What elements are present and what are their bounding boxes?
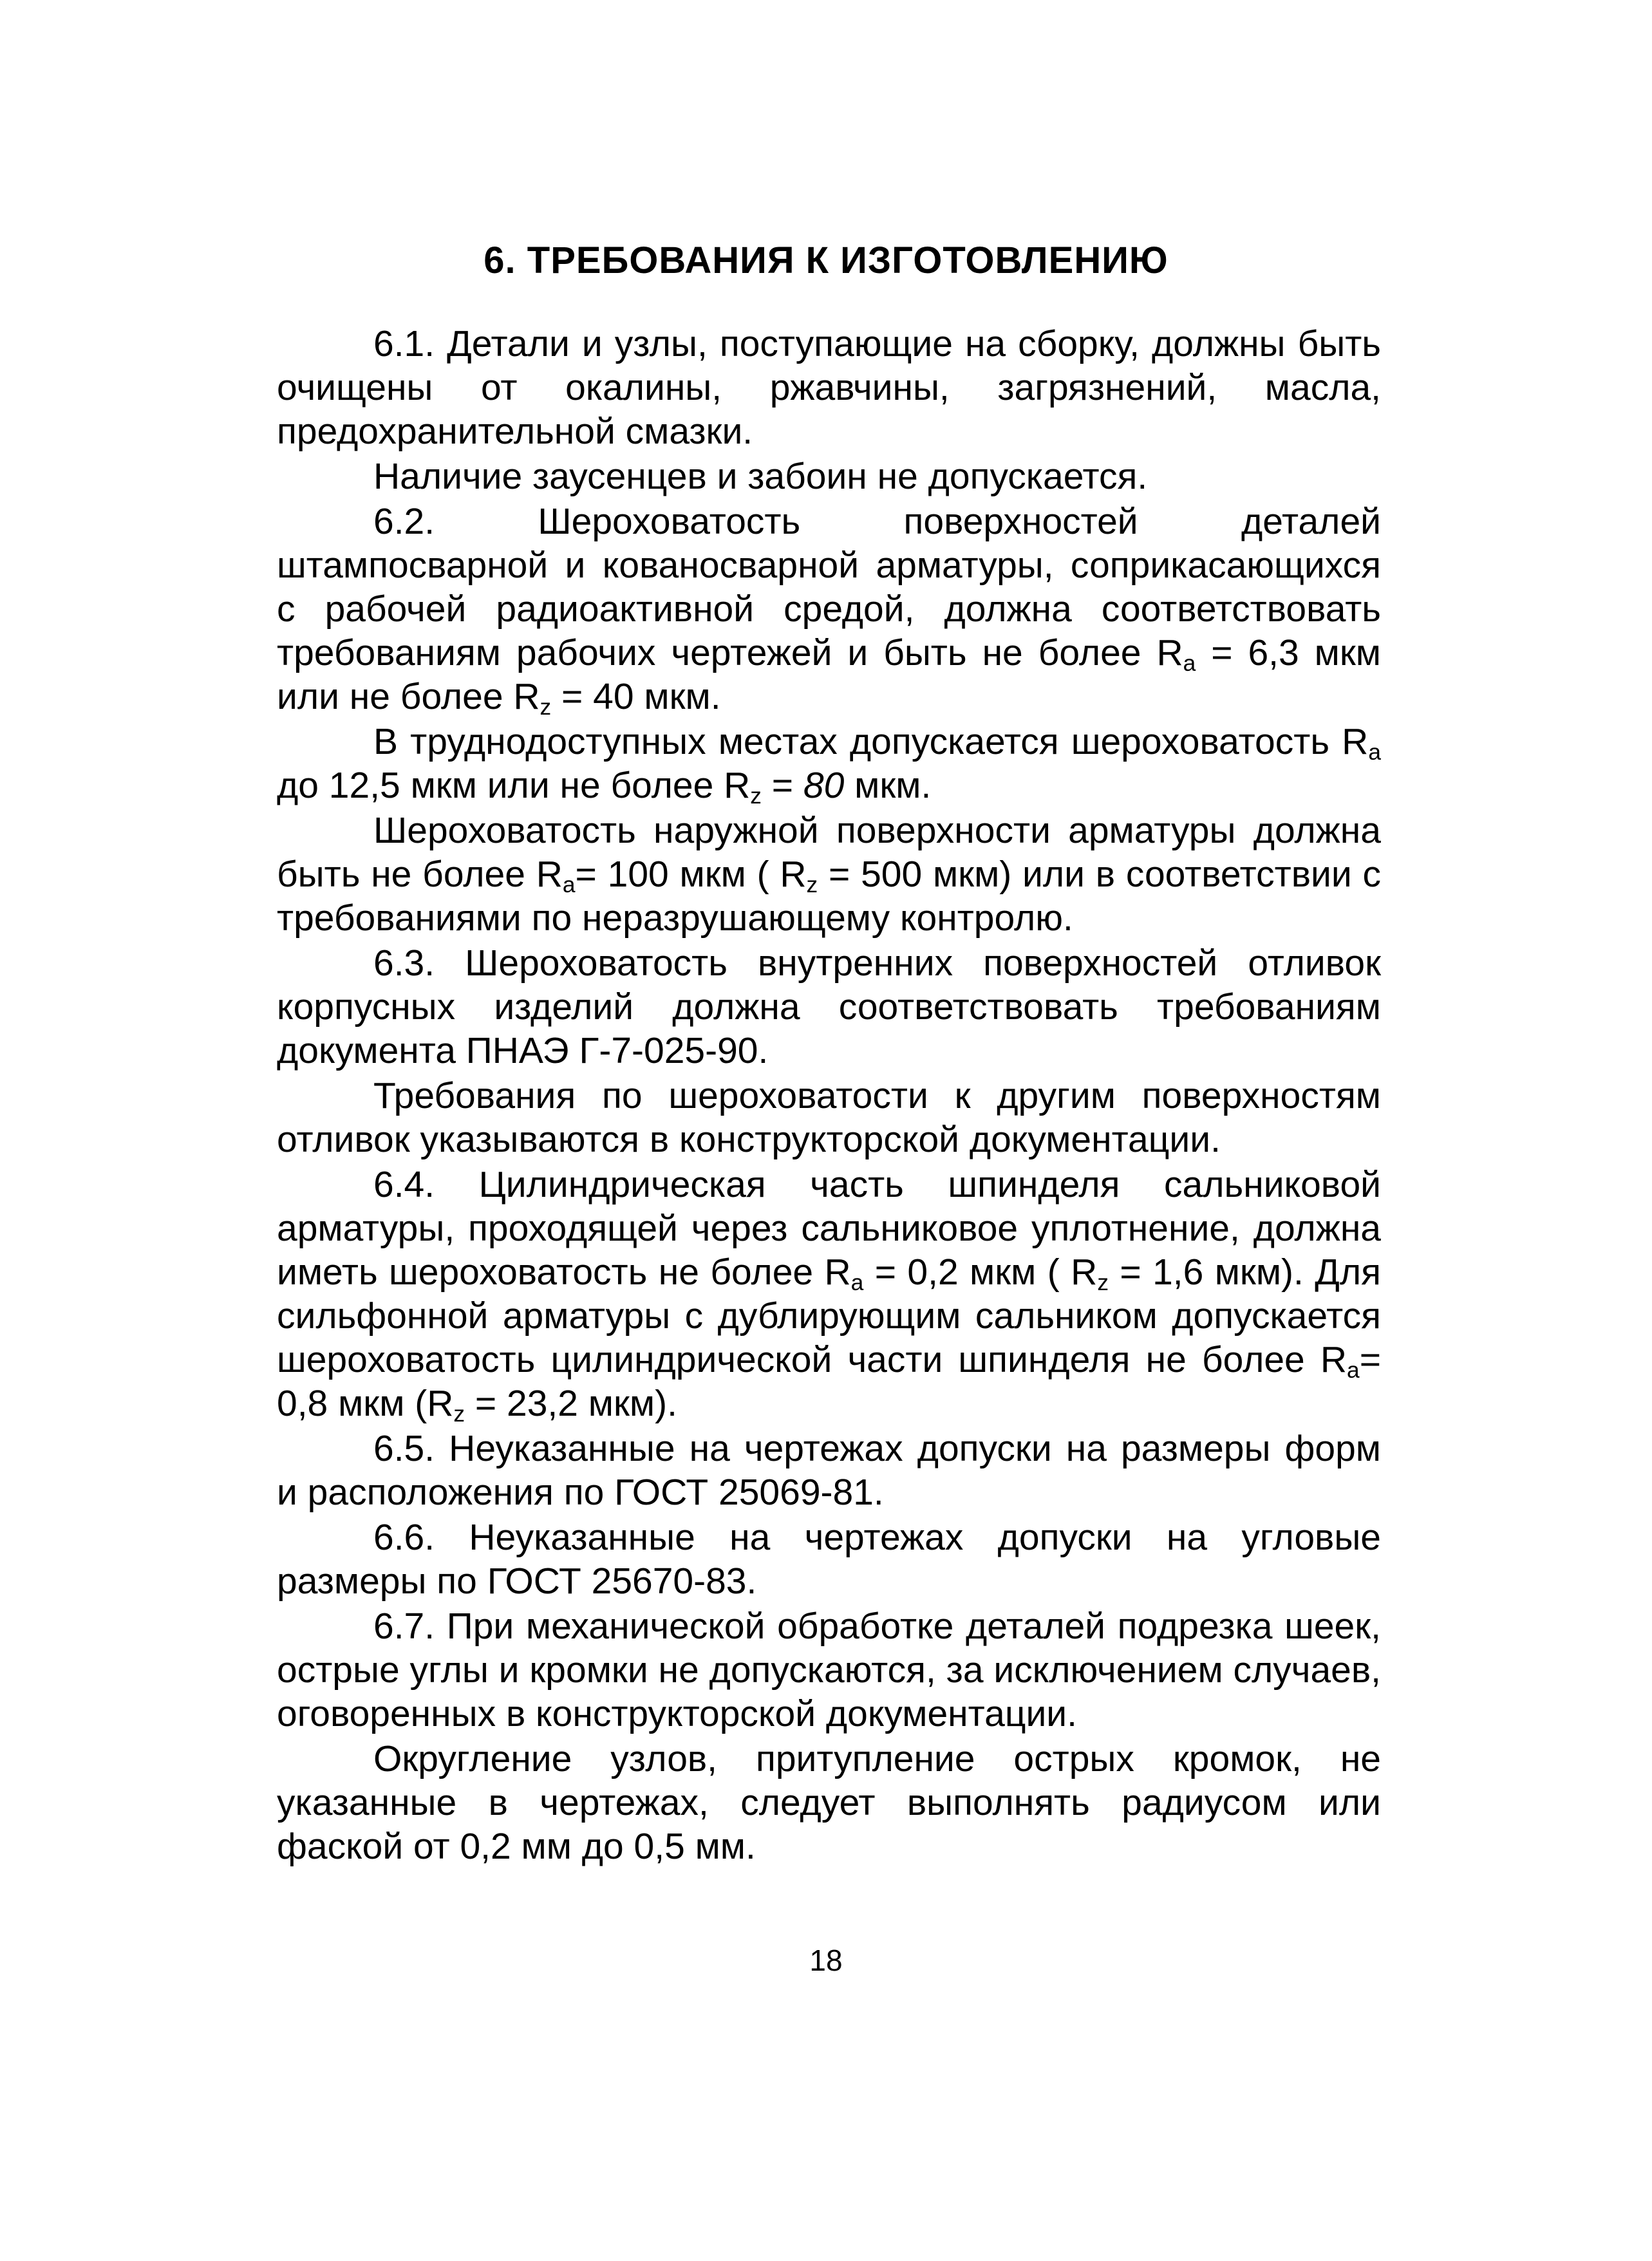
section-heading: 6. ТРЕБОВАНИЯ К ИЗГОТОВЛЕНИЮ — [483, 239, 1169, 281]
paragraph-other-surfaces: Требования по шероховатости к другим поверхностям отливок указываются в конструкторской документации. — [277, 1075, 1381, 1160]
paragraph-6-2: 6.2. Шероховатость поверхностей деталей штампосварной и кованосварной арматуры, соприкасающихся с рабочей радиоактивной средой, должна соответствовать требованиям рабочих чертежей и быть не более $R_a = 6,3$ мкм или не более $R_z = 40$ мкм. — [277, 501, 1381, 720]
paragraph-6-6: 6.6. Неуказанные на чертежах допуски на угловые размеры по ГОСТ 25670-83. — [277, 1517, 1381, 1602]
paragraph-burrs: Наличие заусенцев и забоин не допускается. — [373, 456, 1148, 497]
paragraph-6-1: 6.1. Детали и узлы, поступающие на сборку, должны быть очищены от окалины, ржавчины, загрязнений, масла, предохранительной смазки. — [277, 323, 1381, 452]
page-number: 18 — [809, 1944, 843, 1977]
paragraph-6-4: 6.4. Цилиндрическая часть шпинделя сальниковой арматуры, проходящей через сальниковое уплотнение, должна иметь шероховатость не более $R_a = 0,2$ мкм ( $R_z = 1,6$ мкм). Для сильфонной арматуры с дублирующим сальником допускается шероховатость цилиндрической части шпинделя не более $R_a= 0,8$ мкм ($R_z = 23,2$ мкм). — [277, 1164, 1381, 1427]
paragraph-6-3: 6.3. Шероховатость внутренних поверхностей отливок корпусных изделий должна соответствовать требованиям документа ПНАЭ Г-7-025-90. — [277, 943, 1381, 1071]
paragraph-6-7: 6.7. При механической обработке деталей подрезка шеек, острые углы и кромки не допускаются, за исключением случаев, оговоренных в конструкторской документации. — [277, 1606, 1381, 1734]
paragraph-hard-to-reach: В труднодоступных местах допускается шероховатость $R_a$ до 12,5 мкм или не более $R_z = 80$ мкм. — [277, 721, 1381, 809]
paragraph-outer-roughness: Шероховатость наружной поверхности арматуры должна быть не более $R_a= 100$ мкм ( $R_z = 500$ мкм) или в соответствии с требованиями по неразрушающему контролю. — [277, 810, 1382, 939]
section-body — [277, 322, 1381, 1870]
paragraph-rounding: Округление узлов, притупление острых кромок, не указанные в чертежах, следует выполнять радиусом или фаской от 0,2 мм до 0,5 мм. — [277, 1738, 1381, 1867]
paragraph-6-5: 6.5. Неуказанные на чертежах допуски на размеры форм и расположения по ГОСТ 25069-81. — [277, 1428, 1381, 1513]
